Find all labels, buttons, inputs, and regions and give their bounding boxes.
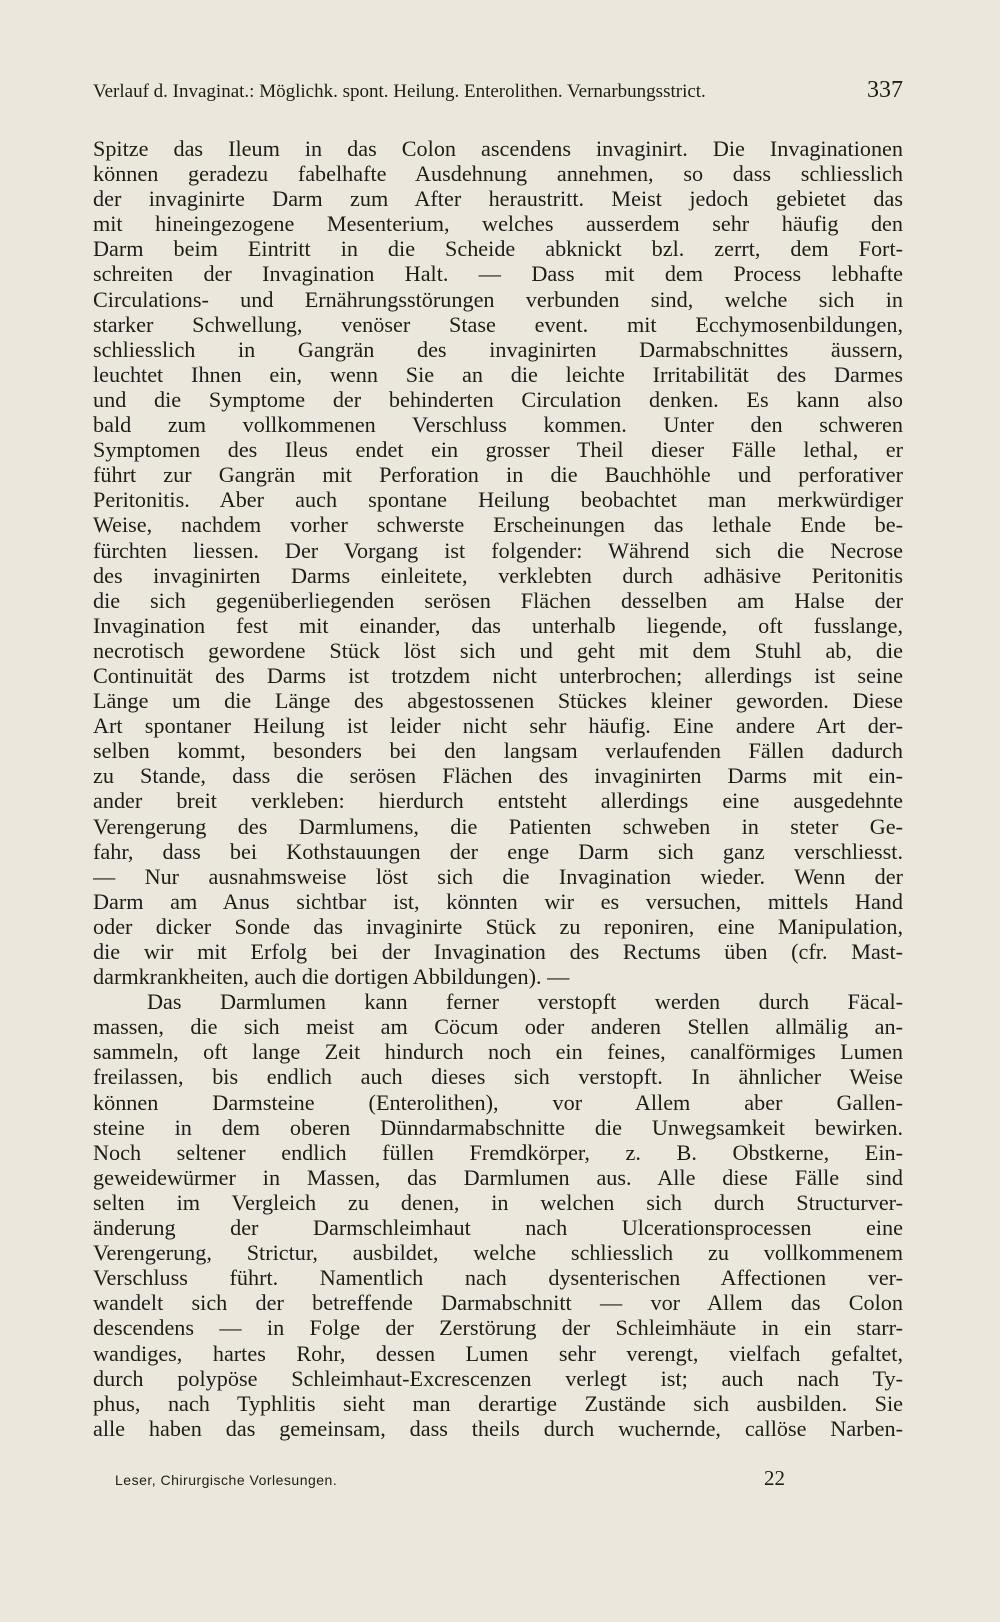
text-line: fahr, dass bei Kothstauungen der enge Darm sich ganz verschliesst.: [93, 838, 903, 864]
text-line: wandiges, hartes Rohr, dessen Lumen sehr verengt, vielfach gefaltet,: [93, 1340, 903, 1366]
text-line: Darm am Anus sichtbar ist, könnten wir es versuchen, mittels Hand: [93, 888, 903, 914]
text-line: Spitze das Ileum in das Colon ascendens invaginirt. Die Invaginationen: [93, 136, 903, 161]
text-line: Länge um die Länge des abgestossenen Stückes kleiner geworden. Diese: [93, 688, 903, 714]
text-line: schliesslich in Gangrän des invaginirten Darmabschnittes äussern,: [93, 336, 903, 362]
text-line: durch polypöse Schleimhaut-Excrescenzen verlegt ist; auch nach Ty-: [93, 1365, 903, 1391]
text-line: darmkrankheiten, auch die dortigen Abbildungen). —: [93, 964, 570, 990]
text-line: Darm beim Eintritt in die Scheide abknickt bzl. zerrt, dem Fort-: [93, 236, 903, 262]
text-line: fürchten liessen. Der Vorgang ist folgender: Während sich die Necrose: [93, 537, 903, 563]
text-line: können Darmsteine (Enterolithen), vor Allem aber Gallen-: [93, 1089, 903, 1115]
text-line: sammeln, oft lange Zeit hindurch noch ein feines, canalförmiges Lumen: [93, 1039, 903, 1065]
page-footer: [115, 1466, 785, 1491]
text-line: Invagination fest mit einander, das unterhalb liegende, oft fusslange,: [93, 612, 903, 638]
text-line: freilassen, bis endlich auch dieses sich verstopft. In ähnlicher Weise: [93, 1064, 903, 1090]
text-line: phus, nach Typhlitis sieht man derartige Zustände sich ausbilden. Sie: [93, 1390, 903, 1416]
text-line: und die Symptome der behinderten Circulation denken. Es kann also: [93, 386, 903, 412]
text-line: bald zum vollkommenen Verschluss kommen. Unter den schweren: [93, 412, 903, 438]
text-line: Noch seltener endlich füllen Fremdkörper, z. B. Obstkerne, Ein-: [93, 1139, 903, 1165]
text-line: zu Stande, dass die serösen Flächen des invaginirten Darms mit ein-: [93, 763, 903, 789]
text-line: alle haben das gemeinsam, dass theils durch wuchernde, callöse Narben-: [93, 1415, 903, 1441]
running-header: [93, 78, 903, 104]
text-line: wandelt sich der betreffende Darmabschnitt — vor Allem das Colon: [93, 1290, 903, 1316]
text-line: — Nur ausnahmsweise löst sich die Invagination wieder. Wenn der: [93, 863, 903, 889]
text-line: des invaginirten Darms einleitete, verklebten durch adhäsive Peritonitis: [93, 562, 903, 588]
text-line: selben kommt, besonders bei den langsam verlaufenden Fällen dadurch: [93, 738, 903, 764]
text-line: Verengerung, Strictur, ausbildet, welche schliesslich zu vollkommenem: [93, 1240, 903, 1266]
text-line: massen, die sich meist am Cöcum oder anderen Stellen allmälig an-: [93, 1014, 903, 1040]
page-number: 337: [867, 77, 903, 103]
text-line: oder dicker Sonde das invaginirte Stück zu reponiren, eine Manipulation,: [93, 913, 903, 939]
text-line: selten im Vergleich zu denen, in welchen sich durch Structurver-: [93, 1189, 903, 1215]
text-line: Continuität des Darms ist trotzdem nicht unterbrochen; allerdings ist seine: [93, 662, 903, 688]
running-title: Verlauf d. Invaginat.: Möglichk. spont. Heilung. Enterolithen. Vernarbungsstrict.: [93, 81, 706, 102]
text-line: Art spontaner Heilung ist leider nicht sehr häufig. Eine andere Art der-: [93, 713, 903, 739]
text-line: der invaginirte Darm zum After heraustritt. Meist jedoch gebietet das: [93, 186, 903, 212]
text-line: Das Darmlumen kann ferner verstopft werden durch Fäcal-: [147, 989, 903, 1015]
text-line: Verschluss führt. Namentlich nach dysenterischen Affectionen ver-: [93, 1265, 903, 1291]
text-line: Circulations- und Ernährungsstörungen verbunden sind, welche sich in: [93, 286, 903, 312]
text-line: necrotisch gewordene Stück löst sich und geht mit dem Stuhl ab, die: [93, 637, 903, 663]
body-text: [93, 136, 903, 1441]
source-reference: Leser, Chirurgische Vorlesungen.: [115, 1472, 338, 1488]
signature-mark: 22: [764, 1466, 785, 1490]
text-line: Weise, nachdem vorher schwerste Erscheinungen das lethale Ende be-: [93, 512, 903, 538]
text-line: mit hineingezogene Mesenterium, welches ausserdem sehr häufig den: [93, 211, 903, 237]
text-line: starker Schwellung, venöser Stase event. mit Ecchymosenbildungen,: [93, 311, 903, 337]
text-line: führt zur Gangrän mit Perforation in die Bauchhöhle und perforativer: [93, 462, 903, 488]
text-line: die wir mit Erfolg bei der Invagination des Rectums üben (cfr. Mast-: [93, 939, 903, 964]
text-line: leuchtet Ihnen ein, wenn Sie an die leichte Irritabilität des Darmes: [93, 361, 903, 387]
text-line: steine in dem oberen Dünndarmabschnitte die Unwegsamkeit bewirken.: [93, 1114, 903, 1140]
text-line: Symptomen des Ileus endet ein grosser Theil dieser Fälle lethal, er: [93, 437, 903, 463]
text-line: die sich gegenüberliegenden serösen Flächen desselben am Halse der: [93, 587, 903, 613]
text-line: Peritonitis. Aber auch spontane Heilung beobachtet man merkwürdiger: [93, 487, 903, 513]
text-line: Verengerung des Darmlumens, die Patienten schweben in steter Ge-: [93, 813, 903, 839]
text-line: geweidewürmer in Massen, das Darmlumen aus. Alle diese Fälle sind: [93, 1164, 903, 1190]
text-line: descendens — in Folge der Zerstörung der Schleimhäute in ein starr-: [93, 1315, 903, 1341]
text-line: ander breit verkleben: hierdurch entsteht allerdings eine ausgedehnte: [93, 788, 903, 814]
text-line: können geradezu fabelhafte Ausdehnung annehmen, so dass schliesslich: [93, 161, 903, 187]
text-line: schreiten der Invagination Halt. — Dass mit dem Process lebhafte: [93, 261, 903, 287]
text-line: änderung der Darmschleimhaut nach Ulcerationsprocessen eine: [93, 1215, 903, 1241]
